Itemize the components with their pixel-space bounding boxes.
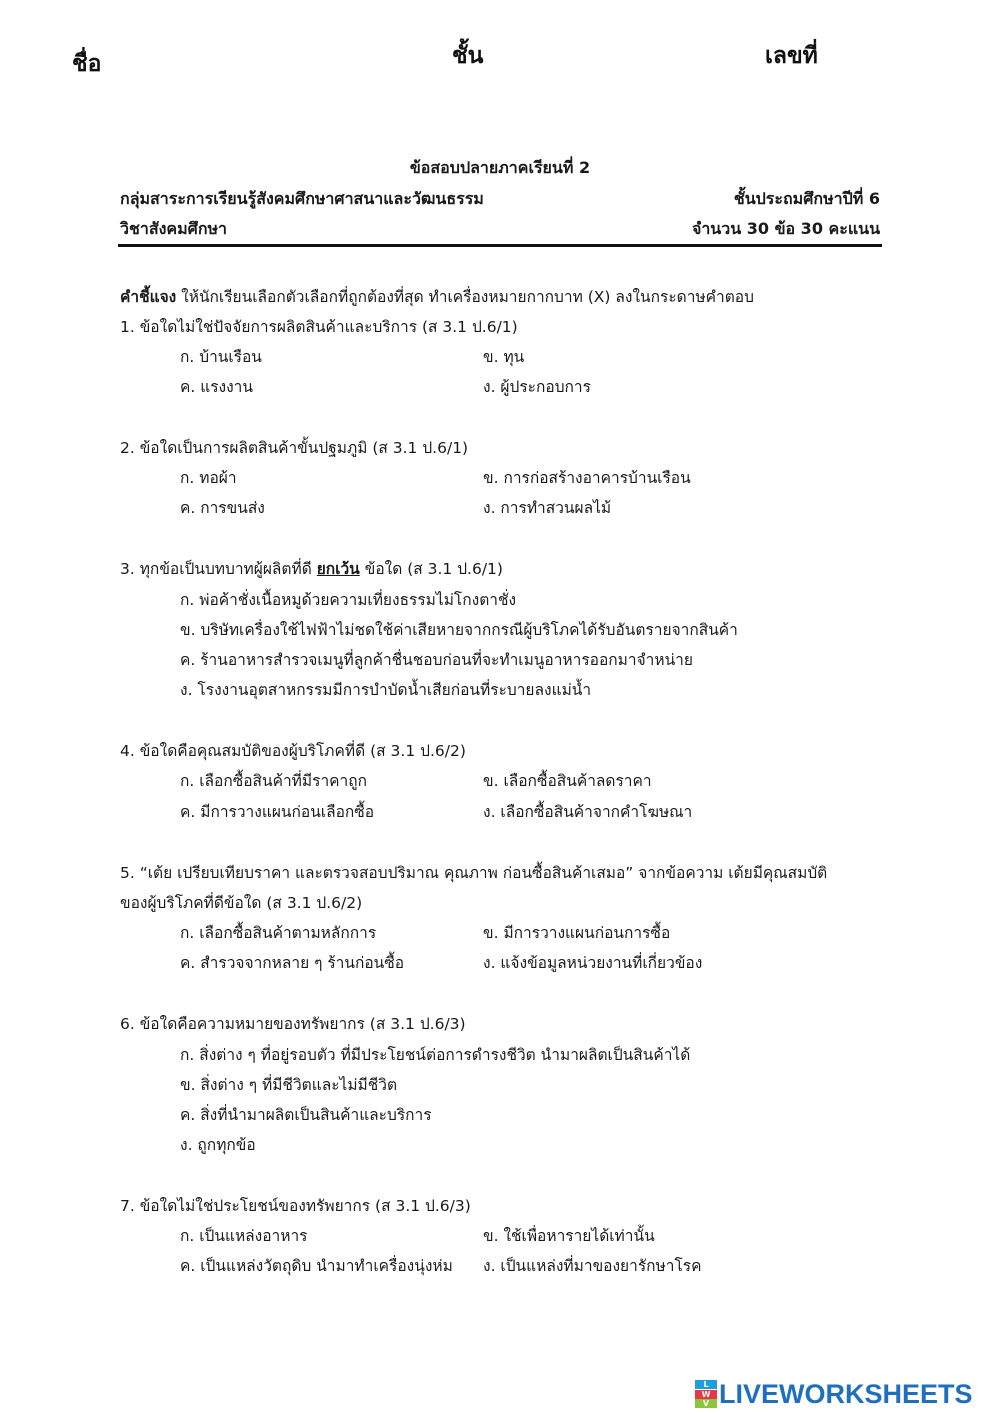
question-3-stem — [120, 556, 503, 581]
question-2-option-d[interactable]: ง. การทำสวนผลไม้ — [483, 499, 612, 517]
number-label: เลขที่ — [765, 43, 818, 69]
question-5-option-c[interactable]: ค. สำรวจจากหลาย ๆ ร้านก่อนซื้อ — [180, 954, 405, 972]
question-1-option-b[interactable]: ข. ทุน — [483, 348, 525, 366]
question-3-option-c[interactable]: ค. ร้านอาหารสำรวจเมนูที่ลูกค้าชื่นชอบก่อนที่จะทำเมนูอาหารออกมาจำหน่าย — [180, 651, 693, 669]
question-3-option-b[interactable]: ข. บริษัทเครื่องใช้ไฟฟ้าไม่ชดใช้ค่าเสียหายจากกรณีผู้บริโภคได้รับอันตรายจากสินค้า — [180, 621, 738, 639]
exam-title: ข้อสอบปลายภาคเรียนที่ 2 — [409, 158, 591, 177]
grade-level: ชั้นประถมศึกษาปีที่ 6 — [733, 189, 880, 208]
liveworksheets-badge-icon: L W V — [695, 1380, 717, 1408]
question-6-option-d[interactable]: ง. ถูกทุกข้อ — [180, 1136, 256, 1154]
question-5-option-a[interactable]: ก. เลือกซื้อสินค้าตามหลักการ — [180, 924, 377, 942]
question-6-stem: 6. ข้อใดคือความหมายของทรัพยากร (ส 3.1 ป.6/3) — [120, 1015, 466, 1033]
question-7-option-b[interactable]: ข. ใช้เพื่อหารายได้เท่านั้น — [483, 1227, 655, 1245]
subject-name: วิชาสังคมศึกษา — [120, 219, 228, 238]
question-7-option-d[interactable]: ง. เป็นแหล่งที่มาของยารักษาโรค — [483, 1257, 702, 1275]
question-3-stem-start: 3. ทุกข้อเป็นบทบาทผู้ผลิตที่ดี — [120, 560, 317, 578]
question-5-option-b[interactable]: ข. มีการวางแผนก่อนการซื้อ — [483, 924, 671, 942]
question-2-option-c[interactable]: ค. การขนส่ง — [180, 499, 265, 517]
question-4-option-a[interactable]: ก. เลือกซื้อสินค้าที่มีราคาถูก — [180, 772, 367, 790]
question-4-stem: 4. ข้อใดคือคุณสมบัติของผู้บริโภคที่ดี (ส 3.1 ป.6/2) — [120, 742, 466, 760]
question-5-option-d[interactable]: ง. แจ้งข้อมูลหน่วยงานที่เกี่ยวข้อง — [483, 954, 703, 972]
question-2-option-a[interactable]: ก. ทอผ้า — [180, 469, 237, 487]
instructions-label: คำชี้แจง — [120, 288, 177, 306]
question-3-stem-end: ข้อใด (ส 3.1 ป.6/1) — [359, 560, 503, 578]
question-4-option-d[interactable]: ง. เลือกซื้อสินค้าจากคำโฆษณา — [483, 803, 693, 821]
question-7-stem: 7. ข้อใดไม่ใช่ประโยชน์ของทรัพยากร (ส 3.1 ป.6/3) — [120, 1197, 471, 1215]
question-5-stem-line-1: 5. “เต้ย เปรียบเทียบราคา และตรวจสอบปริมาณ คุณภาพ ก่อนซื้อสินค้าเสมอ” จากข้อความ เต้ยมีคุณสมบัติ — [120, 864, 828, 882]
question-4-option-b[interactable]: ข. เลือกซื้อสินค้าลดราคา — [483, 772, 652, 790]
question-3-option-a[interactable]: ก. พ่อค้าชั่งเนื้อหมูด้วยความเที่ยงธรรมไม่โกงตาชั่ง — [180, 591, 517, 609]
question-3-option-d[interactable]: ง. โรงงานอุตสาหกรรมมีการบำบัดน้ำเสียก่อนที่ระบายลงแม่น้ำ — [180, 681, 592, 699]
question-1-option-c[interactable]: ค. แรงงาน — [180, 378, 253, 396]
question-7-option-a[interactable]: ก. เป็นแหล่งอาหาร — [180, 1227, 308, 1245]
question-count: จำนวน 30 ข้อ 30 คะแนน — [691, 219, 880, 238]
question-2-stem: 2. ข้อใดเป็นการผลิตสินค้าขั้นปฐมภูมิ (ส 3.1 ป.6/1) — [120, 439, 469, 457]
question-6-option-c[interactable]: ค. สิ่งที่นำมาผลิตเป็นสินค้าและบริการ — [180, 1106, 432, 1124]
instructions-text: ให้นักเรียนเลือกตัวเลือกที่ถูกต้องที่สุด ทำเครื่องหมายกากบาท (X) ลงในกระดาษคำตอบ — [176, 288, 754, 306]
question-2-option-b[interactable]: ข. การก่อสร้างอาคารบ้านเรือน — [483, 469, 691, 487]
header-divider — [118, 244, 882, 247]
question-6-option-b[interactable]: ข. สิ่งต่าง ๆ ที่มีชีวิตและไม่มีชีวิต — [180, 1076, 398, 1094]
question-5-stem-line-2: ของผู้บริโภคที่ดีข้อใด (ส 3.1 ป.6/2) — [120, 894, 363, 912]
instructions — [120, 284, 754, 309]
question-7-option-c[interactable]: ค. เป็นแหล่งวัตถุดิบ นำมาทำเครื่องนุ่งห่ม — [180, 1257, 453, 1275]
question-1-option-d[interactable]: ง. ผู้ประกอบการ — [483, 378, 591, 396]
liveworksheets-logo — [695, 1377, 973, 1411]
question-1-option-a[interactable]: ก. บ้านเรือน — [180, 348, 262, 366]
name-label: ชื่อ — [72, 51, 102, 77]
subject-group: กลุ่มสาระการเรียนรู้สังคมศึกษาศาสนาและวัฒนธรรม — [120, 189, 484, 208]
liveworksheets-wordmark: LIVEWORKSHEETS — [719, 1378, 973, 1409]
question-6-option-a[interactable]: ก. สิ่งต่าง ๆ ที่อยู่รอบตัว ที่มีประโยชน์ต่อการดำรงชีวิต นำมาผลิตเป็นสินค้าได้ — [180, 1046, 691, 1064]
question-4-option-c[interactable]: ค. มีการวางแผนก่อนเลือกซื้อ — [180, 803, 375, 821]
question-1-stem: 1. ข้อใดไม่ใช่ปัจจัยการผลิตสินค้าและบริการ (ส 3.1 ป.6/1) — [120, 318, 518, 336]
question-3-stem-emphasis: ยกเว้น — [316, 560, 360, 578]
class-label: ชั้น — [452, 43, 484, 69]
